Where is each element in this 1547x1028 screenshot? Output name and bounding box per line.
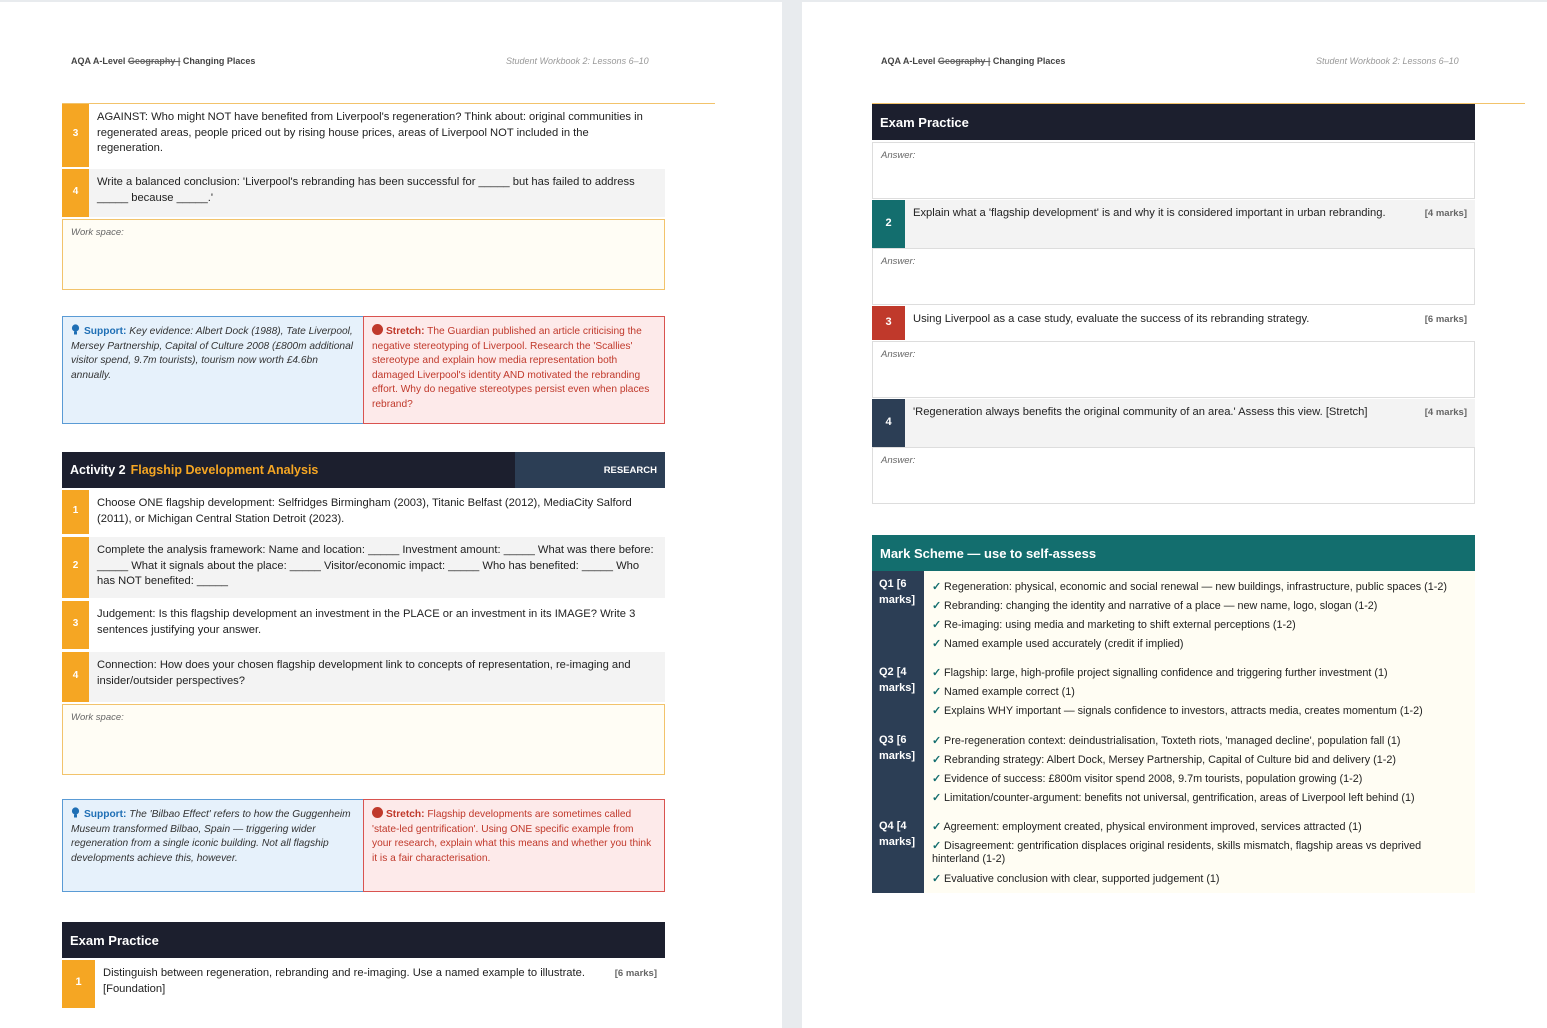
work-space-label: Work space: bbox=[71, 712, 124, 723]
answer-box[interactable] bbox=[872, 142, 1475, 199]
question-text: Distinguish between regeneration, rebranding and re-imaging. Use a named example to illustrate. [Foundation] bbox=[103, 967, 585, 995]
question-marks: [4 marks] bbox=[1424, 208, 1467, 219]
stretch-icon bbox=[372, 324, 383, 335]
mark-scheme-question-label: Q3 [6 marks] bbox=[872, 727, 924, 813]
answer-box[interactable] bbox=[872, 447, 1475, 504]
check-icon: ✓ bbox=[932, 638, 942, 650]
running-header-left bbox=[71, 56, 255, 66]
answer-label: Answer: bbox=[881, 349, 916, 360]
support-label: Support: bbox=[84, 326, 127, 337]
question-number: 3 bbox=[872, 306, 905, 340]
running-header-right: Student Workbook 2: Lessons 6–10 bbox=[506, 56, 649, 66]
task-number: 4 bbox=[62, 169, 89, 217]
header-course: AQA A-Level bbox=[71, 56, 128, 66]
header-subject: Geography | bbox=[127, 56, 181, 66]
exam-question-row bbox=[872, 200, 1475, 248]
question-marks: [6 marks] bbox=[1424, 314, 1467, 325]
page-right bbox=[802, 2, 1547, 1028]
activity-label: Activity 2 bbox=[70, 463, 126, 477]
question-marks: [4 marks] bbox=[1424, 407, 1467, 418]
work-space-box[interactable] bbox=[62, 219, 665, 290]
task-number: 3 bbox=[62, 104, 89, 167]
mark-scheme-item bbox=[932, 840, 1462, 866]
mark-scheme-item bbox=[932, 754, 1472, 767]
check-icon: ✓ bbox=[932, 735, 942, 747]
mark-scheme-item bbox=[932, 581, 1472, 594]
task-text: AGAINST: Who might NOT have benefited from Liverpool's regeneration? Think about: original communities in regenerated areas, people priced out by rising house prices, areas of Liverpool NOT included in the regeneration. bbox=[89, 104, 665, 167]
check-icon: ✓ bbox=[932, 667, 942, 679]
check-icon: ✓ bbox=[932, 840, 942, 852]
mark-scheme-item bbox=[932, 600, 1472, 613]
mark-scheme-item bbox=[932, 873, 1472, 886]
mark-scheme-item-text: Disagreement: gentrification displaces original residents, skills mismatch, flagship areas vs deprived hinterland (1-2) bbox=[932, 840, 1422, 865]
check-icon: ✓ bbox=[932, 600, 942, 612]
exam-question-row bbox=[62, 960, 665, 1008]
mark-scheme-item-text: Rebranding strategy: Albert Dock, Mersey Partnership, Capital of Culture bid and delivery (1-2) bbox=[944, 754, 1396, 766]
question-marks: [6 marks] bbox=[614, 968, 657, 979]
check-icon: ✓ bbox=[932, 821, 942, 833]
support-text: The 'Bilbao Effect' refers to how the Guggenheim Museum transformed Bilbao, Spain — triggering wider regeneration from a single iconic building. Not all flagship developments achieve this, however. bbox=[71, 809, 351, 864]
task-text: Connection: How does your chosen flagship development link to concepts of representation, re-imaging and insider/outsider perspectives? bbox=[89, 652, 665, 702]
task-number: 2 bbox=[62, 537, 89, 598]
support-box bbox=[62, 799, 364, 892]
running-header-right: Student Workbook 2: Lessons 6–10 bbox=[1316, 56, 1459, 66]
mark-scheme-question-label: Q1 [6 marks] bbox=[872, 571, 924, 659]
mark-scheme-item-text: Pre-regeneration context: deindustrialisation, Toxteth riots, 'managed decline', population fall (1) bbox=[944, 735, 1401, 747]
stretch-box bbox=[363, 316, 665, 424]
mark-scheme-item-text: Explains WHY important — signals confidence to investors, attracts media, creates momentum (1-2) bbox=[944, 705, 1423, 717]
stretch-label: Stretch: bbox=[386, 809, 425, 820]
header-topic: Changing Places bbox=[180, 56, 256, 66]
task-row bbox=[62, 104, 665, 167]
activity-header bbox=[62, 452, 665, 488]
activity-title: Flagship Development Analysis bbox=[130, 463, 319, 477]
check-icon: ✓ bbox=[932, 754, 942, 766]
lightbulb-icon bbox=[71, 807, 80, 818]
task-text: Choose ONE flagship development: Selfridges Birmingham (2003), Titanic Belfast (2012), MediaCity Salford (2011), or Michigan Central Station Detroit (2023). bbox=[89, 490, 665, 534]
mark-scheme-item bbox=[932, 773, 1472, 786]
task-row bbox=[62, 537, 665, 598]
question-text: 'Regeneration always benefits the original community of an area.' Assess this view. [Stretch] bbox=[913, 406, 1368, 418]
task-number: 4 bbox=[62, 652, 89, 702]
mark-scheme-question-label: Q2 [4 marks] bbox=[872, 659, 924, 727]
mark-scheme-question-label: Q4 [4 marks] bbox=[872, 813, 924, 893]
mark-scheme-item-text: Named example used accurately (credit if implied) bbox=[944, 638, 1184, 650]
exam-practice-header: Exam Practice bbox=[62, 922, 665, 958]
mark-scheme-item-text: Evaluative conclusion with clear, supported judgement (1) bbox=[944, 873, 1220, 885]
task-number: 1 bbox=[62, 490, 89, 534]
question-number: 4 bbox=[872, 399, 905, 447]
task-row bbox=[62, 490, 665, 534]
task-row bbox=[62, 169, 665, 217]
work-space-label: Work space: bbox=[71, 227, 124, 238]
task-row bbox=[62, 652, 665, 702]
stretch-box bbox=[363, 799, 665, 892]
mark-scheme-item bbox=[932, 686, 1472, 699]
task-text: Complete the analysis framework: Name and location: _____ Investment amount: _____ What was there before: _____ What it signals about the place: _____ Visitor/economic impact: _____ Who has benefited: _____ Who has NOT benefited: _____ bbox=[89, 537, 665, 598]
question-text: Explain what a 'flagship development' is and why it is considered important in urban rebranding. bbox=[913, 207, 1386, 219]
header-course: AQA A-Level bbox=[881, 56, 938, 66]
exam-practice-header: Exam Practice bbox=[872, 104, 1475, 140]
work-space-box[interactable] bbox=[62, 704, 665, 775]
header-subject: Geography | bbox=[937, 56, 991, 66]
answer-label: Answer: bbox=[881, 256, 916, 267]
check-icon: ✓ bbox=[932, 873, 942, 885]
activity-type-tag: RESEARCH bbox=[515, 452, 665, 488]
mark-scheme-item bbox=[932, 705, 1472, 718]
answer-box[interactable] bbox=[872, 248, 1475, 305]
mark-scheme-item-text: Named example correct (1) bbox=[944, 686, 1075, 698]
mark-scheme-item-text: Regeneration: physical, economic and social renewal — new buildings, infrastructure, public spaces (1-2) bbox=[944, 581, 1447, 593]
mark-scheme-item-text: Re-imaging: using media and marketing to shift external perceptions (1-2) bbox=[944, 619, 1296, 631]
mark-scheme-item bbox=[932, 735, 1472, 748]
check-icon: ✓ bbox=[932, 792, 942, 804]
mark-scheme-item bbox=[932, 667, 1472, 680]
header-topic: Changing Places bbox=[990, 56, 1066, 66]
answer-label: Answer: bbox=[881, 150, 916, 161]
support-text: Key evidence: Albert Dock (1988), Tate Liverpool, Mersey Partnership, Capital of Culture 2008 (£800m additional visitor spend, 9.7m tourists), tourism now worth £4.6bn annually. bbox=[71, 326, 354, 381]
task-number: 3 bbox=[62, 601, 89, 649]
mark-scheme-item-text: Flagship: large, high-profile project signalling confidence and triggering further investment (1) bbox=[944, 667, 1388, 679]
exam-question-row bbox=[872, 306, 1475, 340]
mark-scheme-item-text: Agreement: employment created, physical environment improved, services attracted (1) bbox=[943, 821, 1362, 833]
support-box bbox=[62, 316, 364, 424]
mark-scheme-body bbox=[872, 571, 1475, 893]
check-icon: ✓ bbox=[932, 619, 942, 631]
answer-box[interactable] bbox=[872, 341, 1475, 398]
stretch-label: Stretch: bbox=[386, 326, 425, 337]
exam-question-row bbox=[872, 399, 1475, 447]
answer-label: Answer: bbox=[881, 455, 916, 466]
mark-scheme-item-text: Rebranding: changing the identity and narrative of a place — new name, logo, slogan (1-2) bbox=[944, 600, 1378, 612]
mark-scheme-item bbox=[932, 619, 1472, 632]
check-icon: ✓ bbox=[932, 581, 942, 593]
running-header-left bbox=[881, 56, 1065, 66]
question-number: 2 bbox=[872, 200, 905, 248]
task-text: Judgement: Is this flagship development an investment in the PLACE or an investment in its IMAGE? Write 3 sentences justifying your answer. bbox=[89, 601, 665, 649]
task-row bbox=[62, 601, 665, 649]
page-left bbox=[0, 2, 782, 1028]
lightbulb-icon bbox=[71, 324, 80, 335]
mark-scheme-header: Mark Scheme — use to self-assess bbox=[872, 535, 1475, 571]
mark-scheme-item bbox=[932, 792, 1472, 805]
mark-scheme-item bbox=[932, 821, 1472, 834]
check-icon: ✓ bbox=[932, 705, 942, 717]
task-text: Write a balanced conclusion: 'Liverpool's rebranding has been successful for _____ but has failed to address _____ because _____.' bbox=[89, 169, 665, 217]
support-label: Support: bbox=[84, 809, 127, 820]
mark-scheme-item bbox=[932, 638, 1472, 651]
check-icon: ✓ bbox=[932, 686, 942, 698]
check-icon: ✓ bbox=[932, 773, 942, 785]
stretch-icon bbox=[372, 807, 383, 818]
question-text: Using Liverpool as a case study, evaluate the success of its rebranding strategy. bbox=[913, 313, 1310, 325]
mark-scheme-item-text: Limitation/counter-argument: benefits not universal, gentrification, areas of Liverpool left behind (1) bbox=[944, 792, 1415, 804]
stretch-text: The Guardian published an article criticising the negative stereotyping of Liverpool. Research the 'Scallies' stereotype and explain how media representation both damaged Liverpool's identity AND motivated the rebranding effort. Why do negative stereotypes persist even when places rebrand? bbox=[372, 326, 650, 410]
mark-scheme-item-text: Evidence of success: £800m visitor spend 2008, 9.7m tourists, population growing (1-2) bbox=[944, 773, 1363, 785]
stretch-text: Flagship developments are sometimes called 'state-led gentrification'. Using ONE specific example from your research, explain what this means and whether you think it is a fair characterisation. bbox=[372, 809, 652, 864]
question-number: 1 bbox=[62, 960, 95, 1008]
